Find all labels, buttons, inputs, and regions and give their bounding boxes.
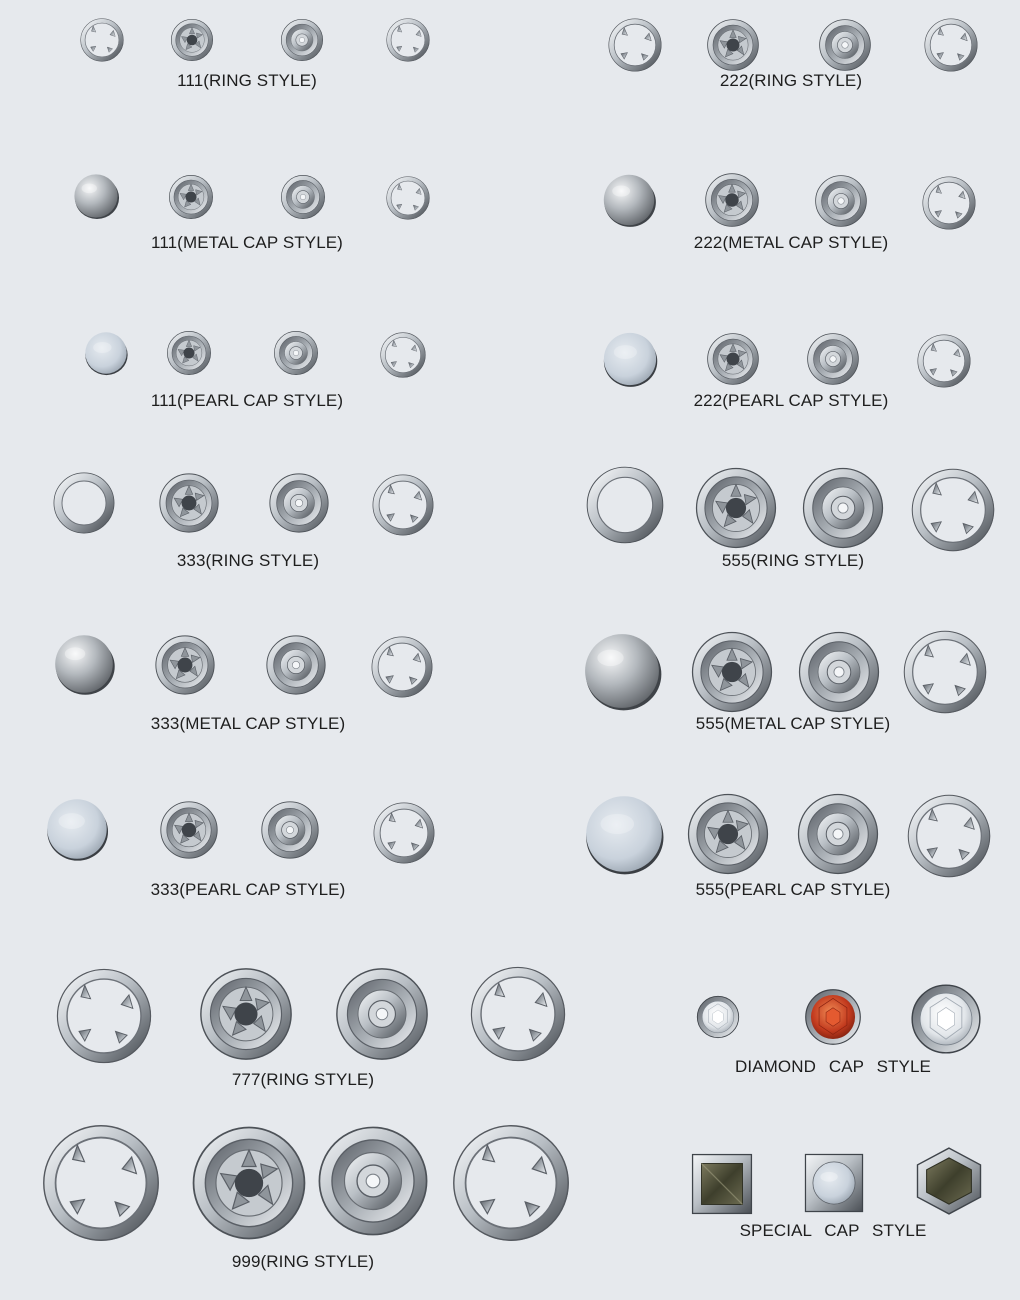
open-ring-icon [56, 968, 152, 1064]
open-ring-icon [371, 636, 433, 698]
metal-cap-icon [52, 632, 116, 696]
open-ring-icon [373, 802, 435, 864]
stud-icon [801, 466, 885, 550]
group-label: 333(RING STYLE) [176, 551, 320, 570]
square-dome-cap-icon [802, 1152, 866, 1214]
pearl-cap-icon [582, 792, 666, 876]
clear-diamond-icon [696, 995, 740, 1039]
socket-icon [706, 18, 760, 72]
open-ring-icon [608, 18, 662, 72]
stud-icon [316, 1124, 430, 1238]
stud-icon [268, 472, 330, 534]
open-ring-icon [380, 332, 426, 378]
plain-ring-icon [586, 466, 664, 544]
stud-icon [273, 330, 319, 376]
socket-icon [694, 466, 778, 550]
group-label: 111(PEARL CAP STYLE) [150, 391, 344, 410]
stud-icon [806, 332, 860, 386]
open-ring-icon [452, 1124, 570, 1242]
socket-icon [190, 1124, 308, 1242]
group-label: DIAMOND CAP STYLE [735, 1057, 931, 1076]
group-label: 555(RING STYLE) [721, 551, 865, 570]
socket-icon [198, 966, 294, 1062]
open-ring-icon [386, 18, 430, 62]
stud-icon [334, 966, 430, 1062]
open-ring-icon [42, 1124, 160, 1242]
stud-icon [265, 634, 327, 696]
socket-icon [168, 174, 214, 220]
plain-ring-icon [53, 472, 115, 534]
group-label: 222(METAL CAP STYLE) [693, 233, 889, 252]
open-ring-icon [903, 630, 987, 714]
pearl-cap-icon [83, 330, 129, 376]
clear-diamond-icon [910, 983, 982, 1055]
group-label: 333(PEARL CAP STYLE) [150, 880, 346, 899]
metal-cap-icon [581, 630, 663, 712]
socket-icon [170, 18, 214, 62]
socket-icon [706, 332, 760, 386]
pearl-cap-icon [601, 330, 659, 388]
socket-icon [159, 800, 219, 860]
stud-icon [818, 18, 872, 72]
socket-icon [704, 172, 760, 228]
red-diamond-icon [804, 988, 862, 1046]
group-label: SPECIAL CAP STYLE [739, 1221, 927, 1240]
socket-icon [686, 792, 770, 876]
group-label: 111(METAL CAP STYLE) [151, 233, 343, 252]
stud-icon [280, 18, 324, 62]
stud-icon [796, 792, 880, 876]
socket-icon [158, 472, 220, 534]
socket-icon [690, 630, 774, 714]
group-label: 222(PEARL CAP STYLE) [693, 391, 889, 410]
socket-icon [154, 634, 216, 696]
socket-icon [166, 330, 212, 376]
stud-icon [280, 174, 326, 220]
stud-icon [797, 630, 881, 714]
stud-icon [814, 174, 868, 228]
square-cap-icon [688, 1152, 756, 1216]
group-label: 555(METAL CAP STYLE) [695, 714, 891, 733]
pearl-cap-icon [44, 796, 110, 862]
stud-icon [260, 800, 320, 860]
open-ring-icon [924, 18, 978, 72]
open-ring-icon [911, 468, 995, 552]
hexagon-cap-icon [912, 1146, 986, 1216]
group-label: 555(PEARL CAP STYLE) [695, 880, 891, 899]
group-label: 999(RING STYLE) [231, 1252, 375, 1271]
open-ring-icon [80, 18, 124, 62]
group-label: 111(RING STYLE) [177, 71, 317, 90]
metal-cap-icon [601, 172, 657, 228]
group-label: 222(RING STYLE) [719, 71, 863, 90]
open-ring-icon [917, 334, 971, 388]
open-ring-icon [372, 474, 434, 536]
open-ring-icon [922, 176, 976, 230]
open-ring-icon [907, 794, 991, 878]
metal-cap-icon [72, 172, 120, 220]
group-label: 333(METAL CAP STYLE) [150, 714, 346, 733]
open-ring-icon [386, 176, 430, 220]
open-ring-icon [470, 966, 566, 1062]
group-label: 777(RING STYLE) [231, 1070, 375, 1089]
